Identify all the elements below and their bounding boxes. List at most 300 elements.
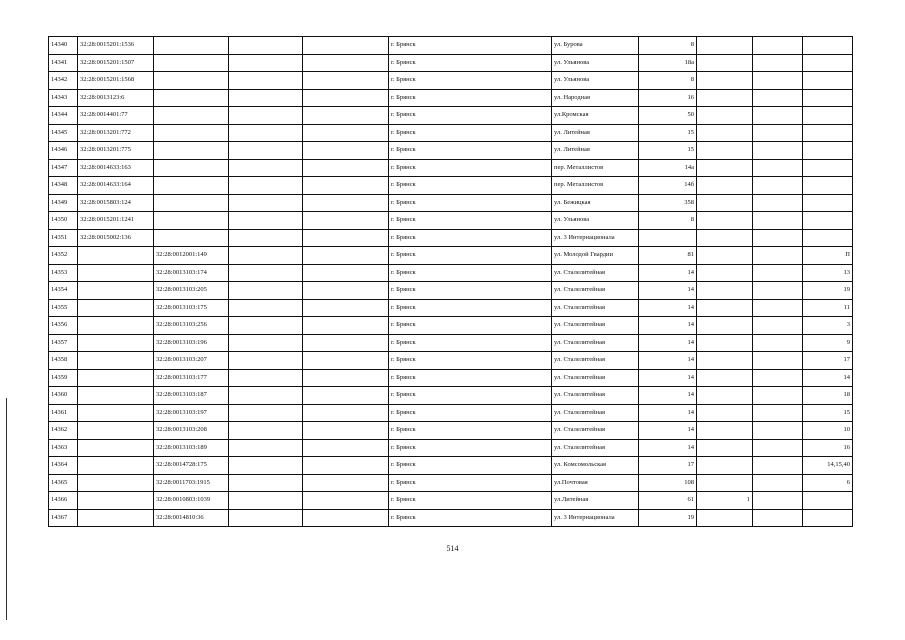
record-number-cell: 14343 (49, 89, 78, 107)
empty-cell (229, 212, 303, 230)
apartment-number-cell (803, 107, 853, 125)
apartment-number-cell (803, 159, 853, 177)
apartment-number-cell: 10 (803, 422, 853, 440)
building-number-cell (697, 72, 753, 90)
house-number-cell: 16 (639, 89, 697, 107)
building-cadastral-number-cell: 32:28:0013103:205 (154, 282, 229, 300)
cadastral-number-cell (78, 317, 154, 335)
building-cadastral-number-cell: 32:28:0013103:187 (154, 387, 229, 405)
apartment-number-cell: 14,15,40 (803, 457, 853, 475)
street-cell: ул. Литейная (552, 142, 639, 160)
city-cell: г. Брянск (389, 282, 552, 300)
cadastral-number-cell (78, 509, 154, 527)
record-number-cell: 14363 (49, 439, 78, 457)
empty-cell (303, 89, 389, 107)
building-number-cell (697, 89, 753, 107)
empty-cell (229, 492, 303, 510)
empty-cell (229, 387, 303, 405)
city-cell: г. Брянск (389, 124, 552, 142)
house-number-cell: 14 (639, 352, 697, 370)
street-cell: ул. Ульянова (552, 212, 639, 230)
apartment-number-cell (803, 212, 853, 230)
house-number-cell: 14а (639, 159, 697, 177)
city-cell: г. Брянск (389, 37, 552, 55)
record-number-cell: 14361 (49, 404, 78, 422)
apartment-number-cell (803, 142, 853, 160)
empty-cell (753, 299, 803, 317)
building-cadastral-number-cell (154, 37, 229, 55)
cadastral-number-cell: 32:28:0015201:1568 (78, 72, 154, 90)
table-row (49, 457, 853, 475)
table-row (49, 299, 853, 317)
city-cell: г. Брянск (389, 457, 552, 475)
apartment-number-cell: 19 (803, 282, 853, 300)
building-cadastral-number-cell: 32:28:0013103:175 (154, 299, 229, 317)
building-number-cell (697, 229, 753, 247)
house-number-cell: 14 (639, 317, 697, 335)
empty-cell (303, 387, 389, 405)
building-cadastral-number-cell: 32:28:0013103:208 (154, 422, 229, 440)
apartment-number-cell (803, 124, 853, 142)
empty-cell (229, 159, 303, 177)
cadastral-number-cell (78, 352, 154, 370)
city-cell: г. Брянск (389, 159, 552, 177)
city-cell: г. Брянск (389, 317, 552, 335)
city-cell: г. Брянск (389, 334, 552, 352)
record-number-cell: 14367 (49, 509, 78, 527)
empty-cell (229, 72, 303, 90)
record-number-cell: 14365 (49, 474, 78, 492)
empty-cell (753, 72, 803, 90)
building-cadastral-number-cell (154, 89, 229, 107)
building-number-cell (697, 282, 753, 300)
city-cell: г. Брянск (389, 439, 552, 457)
empty-cell (229, 247, 303, 265)
street-cell: ул. Ульянова (552, 72, 639, 90)
empty-cell (753, 352, 803, 370)
empty-cell (753, 317, 803, 335)
building-number-cell (697, 37, 753, 55)
building-cadastral-number-cell: 32:28:0014810:36 (154, 509, 229, 527)
street-cell: ул. Сталелитейная (552, 439, 639, 457)
house-number-cell: 61 (639, 492, 697, 510)
house-number-cell: 14 (639, 369, 697, 387)
cadastral-number-cell (78, 247, 154, 265)
city-cell: г. Брянск (389, 387, 552, 405)
building-cadastral-number-cell: 32:28:0013103:189 (154, 439, 229, 457)
apartment-number-cell: 9 (803, 334, 853, 352)
record-number-cell: 14358 (49, 352, 78, 370)
empty-cell (229, 299, 303, 317)
city-cell: г. Брянск (389, 352, 552, 370)
street-cell: ул.Кромская (552, 107, 639, 125)
house-number-cell: 18а (639, 54, 697, 72)
empty-cell (229, 142, 303, 160)
city-cell: г. Брянск (389, 474, 552, 492)
record-number-cell: 14347 (49, 159, 78, 177)
apartment-number-cell: 14 (803, 369, 853, 387)
empty-cell (303, 124, 389, 142)
city-cell: г. Брянск (389, 72, 552, 90)
empty-cell (753, 159, 803, 177)
cadastral-number-cell: 32:28:0015803:124 (78, 194, 154, 212)
empty-cell (753, 387, 803, 405)
building-number-cell (697, 404, 753, 422)
building-cadastral-number-cell (154, 124, 229, 142)
record-number-cell: 14340 (49, 37, 78, 55)
street-cell: ул. Литейная (552, 124, 639, 142)
table-row (49, 107, 853, 125)
empty-cell (229, 124, 303, 142)
table-row (49, 492, 853, 510)
house-number-cell: 15 (639, 142, 697, 160)
record-number-cell: 14352 (49, 247, 78, 265)
empty-cell (753, 492, 803, 510)
street-cell: ул. Ульянова (552, 54, 639, 72)
table-row (49, 509, 853, 527)
empty-cell (303, 177, 389, 195)
apartment-number-cell: 11 (803, 299, 853, 317)
building-cadastral-number-cell: 32:28:0013103:197 (154, 404, 229, 422)
city-cell: г. Брянск (389, 142, 552, 160)
cadastral-number-cell (78, 299, 154, 317)
empty-cell (303, 509, 389, 527)
building-cadastral-number-cell (154, 72, 229, 90)
empty-cell (303, 37, 389, 55)
empty-cell (303, 492, 389, 510)
house-number-cell: 17 (639, 457, 697, 475)
cadastral-number-cell: 32:28:0015201:1241 (78, 212, 154, 230)
empty-cell (303, 282, 389, 300)
building-cadastral-number-cell: 32:28:0013103:177 (154, 369, 229, 387)
city-cell: г. Брянск (389, 194, 552, 212)
empty-cell (229, 229, 303, 247)
building-number-cell (697, 334, 753, 352)
street-cell: ул. Сталелитейная (552, 352, 639, 370)
cadastral-number-cell: 32:28:0013123:6 (78, 89, 154, 107)
building-number-cell: 1 (697, 492, 753, 510)
empty-cell (303, 369, 389, 387)
empty-cell (753, 404, 803, 422)
table-row (49, 177, 853, 195)
page-number: 514 (446, 544, 459, 553)
house-number-cell: 14 (639, 422, 697, 440)
empty-cell (753, 422, 803, 440)
house-number-cell (639, 229, 697, 247)
street-cell: ул. Комсомольская (552, 457, 639, 475)
house-number-cell: 15 (639, 124, 697, 142)
building-cadastral-number-cell (154, 54, 229, 72)
empty-cell (229, 422, 303, 440)
city-cell: г. Брянск (389, 54, 552, 72)
empty-cell (753, 439, 803, 457)
empty-cell (229, 194, 303, 212)
empty-cell (753, 474, 803, 492)
table-row (49, 89, 853, 107)
building-cadastral-number-cell: 32:28:0013103:196 (154, 334, 229, 352)
apartment-number-cell (803, 229, 853, 247)
table-row (49, 282, 853, 300)
empty-cell (303, 159, 389, 177)
building-number-cell (697, 212, 753, 230)
apartment-number-cell: 13 (803, 264, 853, 282)
table-row (49, 264, 853, 282)
building-cadastral-number-cell (154, 194, 229, 212)
table-row (49, 247, 853, 265)
empty-cell (753, 509, 803, 527)
street-cell: ул. Сталелитейная (552, 282, 639, 300)
record-number-cell: 14349 (49, 194, 78, 212)
record-number-cell: 14356 (49, 317, 78, 335)
empty-cell (229, 317, 303, 335)
empty-cell (753, 212, 803, 230)
table-row (49, 142, 853, 160)
table-row (49, 334, 853, 352)
street-cell: ул.Литейная (552, 492, 639, 510)
building-number-cell (697, 194, 753, 212)
building-cadastral-number-cell (154, 107, 229, 125)
building-number-cell (697, 107, 753, 125)
house-number-cell: 108 (639, 474, 697, 492)
city-cell: г. Брянск (389, 369, 552, 387)
table-row (49, 229, 853, 247)
city-cell: г. Брянск (389, 404, 552, 422)
empty-cell (303, 142, 389, 160)
apartment-number-cell (803, 492, 853, 510)
empty-cell (753, 282, 803, 300)
street-cell: ул. Молодой Гвардии (552, 247, 639, 265)
apartment-number-cell (803, 509, 853, 527)
building-cadastral-number-cell: 32:28:0013103:256 (154, 317, 229, 335)
empty-cell (229, 457, 303, 475)
building-number-cell (697, 264, 753, 282)
house-number-cell: 14 (639, 299, 697, 317)
empty-cell (753, 107, 803, 125)
record-number-cell: 14345 (49, 124, 78, 142)
empty-cell (753, 142, 803, 160)
street-cell: ул.Почтовая (552, 474, 639, 492)
city-cell: г. Брянск (389, 89, 552, 107)
apartment-number-cell (803, 89, 853, 107)
empty-cell (303, 299, 389, 317)
building-cadastral-number-cell: 32:28:0014728:175 (154, 457, 229, 475)
table-row (49, 387, 853, 405)
apartment-number-cell: 16 (803, 439, 853, 457)
house-number-cell: 50 (639, 107, 697, 125)
empty-cell (753, 457, 803, 475)
empty-cell (229, 89, 303, 107)
empty-cell (753, 54, 803, 72)
empty-cell (753, 177, 803, 195)
cadastral-number-cell (78, 422, 154, 440)
building-number-cell (697, 439, 753, 457)
empty-cell (303, 194, 389, 212)
building-number-cell (697, 124, 753, 142)
house-number-cell: 8 (639, 37, 697, 55)
city-cell: г. Брянск (389, 264, 552, 282)
building-cadastral-number-cell (154, 177, 229, 195)
city-cell: г. Брянск (389, 247, 552, 265)
table-row (49, 369, 853, 387)
house-number-cell: 8 (639, 72, 697, 90)
cadastral-number-cell: 32:28:0015002:136 (78, 229, 154, 247)
apartment-number-cell (803, 177, 853, 195)
building-number-cell (697, 387, 753, 405)
apartment-number-cell: 17 (803, 352, 853, 370)
apartment-number-cell: 18 (803, 387, 853, 405)
empty-cell (753, 194, 803, 212)
city-cell: г. Брянск (389, 299, 552, 317)
record-number-cell: 14350 (49, 212, 78, 230)
cadastral-number-cell (78, 492, 154, 510)
empty-cell (303, 212, 389, 230)
empty-cell (303, 247, 389, 265)
table-row (49, 37, 853, 55)
empty-cell (229, 334, 303, 352)
empty-cell (303, 107, 389, 125)
empty-cell (303, 404, 389, 422)
empty-cell (303, 457, 389, 475)
street-cell: ул. Сталелитейная (552, 387, 639, 405)
house-number-cell: 8 (639, 212, 697, 230)
city-cell: г. Брянск (389, 509, 552, 527)
cadastral-number-cell (78, 387, 154, 405)
building-number-cell (697, 422, 753, 440)
record-number-cell: 14357 (49, 334, 78, 352)
record-number-cell: 14353 (49, 264, 78, 282)
city-cell: г. Брянск (389, 177, 552, 195)
empty-cell (229, 404, 303, 422)
street-cell: ул. 3 Интернационала (552, 229, 639, 247)
street-cell: ул. Сталелитейная (552, 264, 639, 282)
table-row (49, 317, 853, 335)
building-number-cell (697, 317, 753, 335)
empty-cell (303, 264, 389, 282)
building-cadastral-number-cell (154, 229, 229, 247)
city-cell: г. Брянск (389, 492, 552, 510)
city-cell: г. Брянск (389, 107, 552, 125)
street-cell: ул. Бурова (552, 37, 639, 55)
cadastral-number-cell (78, 282, 154, 300)
street-cell: ул. Народная (552, 89, 639, 107)
building-number-cell (697, 474, 753, 492)
cadastral-number-cell (78, 457, 154, 475)
record-number-cell: 14362 (49, 422, 78, 440)
record-number-cell: 14359 (49, 369, 78, 387)
house-number-cell: 14 (639, 264, 697, 282)
building-cadastral-number-cell: 32:28:0013103:207 (154, 352, 229, 370)
building-cadastral-number-cell: 32:28:0013103:174 (154, 264, 229, 282)
record-number-cell: 14355 (49, 299, 78, 317)
apartment-number-cell: П (803, 247, 853, 265)
house-number-cell: 14б (639, 177, 697, 195)
building-number-cell (697, 159, 753, 177)
empty-cell (229, 352, 303, 370)
building-cadastral-number-cell (154, 159, 229, 177)
cadastral-number-cell: 32:28:0014401:77 (78, 107, 154, 125)
empty-cell (753, 37, 803, 55)
property-registry-table (48, 36, 853, 527)
street-cell: ул. Сталелитейная (552, 299, 639, 317)
empty-cell (229, 107, 303, 125)
record-number-cell: 14344 (49, 107, 78, 125)
table-row (49, 439, 853, 457)
street-cell: ул. Бежицкая (552, 194, 639, 212)
record-number-cell: 14341 (49, 54, 78, 72)
empty-cell (753, 264, 803, 282)
house-number-cell: 358 (639, 194, 697, 212)
city-cell: г. Брянск (389, 212, 552, 230)
street-cell: ул. Сталелитейная (552, 369, 639, 387)
apartment-number-cell: 6 (803, 474, 853, 492)
empty-cell (229, 282, 303, 300)
record-number-cell: 14348 (49, 177, 78, 195)
empty-cell (303, 439, 389, 457)
cadastral-number-cell (78, 369, 154, 387)
empty-cell (303, 334, 389, 352)
empty-cell (229, 264, 303, 282)
record-number-cell: 14346 (49, 142, 78, 160)
apartment-number-cell (803, 37, 853, 55)
house-number-cell: 14 (639, 404, 697, 422)
table-row (49, 352, 853, 370)
cadastral-number-cell (78, 264, 154, 282)
page-edge-line (6, 398, 7, 620)
empty-cell (229, 474, 303, 492)
empty-cell (229, 37, 303, 55)
city-cell: г. Брянск (389, 422, 552, 440)
table-row (49, 72, 853, 90)
empty-cell (303, 474, 389, 492)
house-number-cell: 14 (639, 282, 697, 300)
empty-cell (753, 124, 803, 142)
house-number-cell: 19 (639, 509, 697, 527)
building-number-cell (697, 352, 753, 370)
building-number-cell (697, 369, 753, 387)
record-number-cell: 14342 (49, 72, 78, 90)
empty-cell (753, 247, 803, 265)
empty-cell (229, 439, 303, 457)
apartment-number-cell: 3 (803, 317, 853, 335)
street-cell: ул. Сталелитейная (552, 334, 639, 352)
registry-body (49, 37, 853, 527)
apartment-number-cell (803, 194, 853, 212)
street-cell: ул. 3 Интернационала (552, 509, 639, 527)
empty-cell (229, 177, 303, 195)
cadastral-number-cell: 32:28:0014633:163 (78, 159, 154, 177)
record-number-cell: 14364 (49, 457, 78, 475)
record-number-cell: 14360 (49, 387, 78, 405)
empty-cell (753, 334, 803, 352)
building-number-cell (697, 457, 753, 475)
street-cell: пер. Металлистов (552, 159, 639, 177)
empty-cell (303, 54, 389, 72)
empty-cell (753, 369, 803, 387)
building-number-cell (697, 142, 753, 160)
table-row (49, 404, 853, 422)
empty-cell (303, 422, 389, 440)
street-cell: ул. Сталелитейная (552, 404, 639, 422)
house-number-cell: 14 (639, 387, 697, 405)
empty-cell (753, 229, 803, 247)
building-cadastral-number-cell (154, 212, 229, 230)
building-cadastral-number-cell: 32:28:0012001:149 (154, 247, 229, 265)
apartment-number-cell (803, 54, 853, 72)
apartment-number-cell (803, 72, 853, 90)
house-number-cell: 81 (639, 247, 697, 265)
record-number-cell: 14366 (49, 492, 78, 510)
street-cell: ул. Сталелитейная (552, 317, 639, 335)
